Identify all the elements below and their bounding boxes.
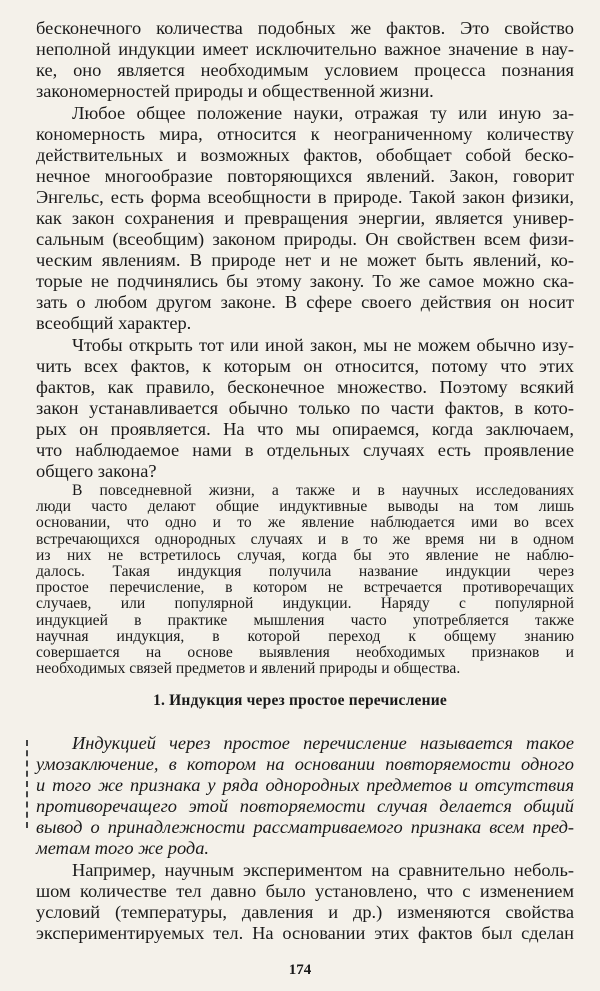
text-line: условий (температуры, давления и др.) изменяются свойства [36,902,574,922]
text-line: общего закона? [36,461,157,481]
text-line: необходимых связей предметов и явлений природы и общества. [36,660,461,678]
text-line: случаев, или популярной индукции. Наряду с популярной [36,595,574,613]
text-line: фактов, как правило, бесконечное множество. Поэтому всякий [36,377,574,397]
page-number: 174 [288,962,312,978]
text-line: чить всех фактов, к которым он относится, потому что этих [36,356,574,376]
text-line: что наблюдаемое нами в отдельных случаях есть проявление [36,440,574,460]
text-line: рых он проявляется. На что мы опираемся, когда заключаем, [36,419,574,439]
text-line: ческим явлениям. В природе нет и не может быть явлений, ко- [36,250,574,270]
text-line: нечное многообразие повторяющихся явлений. Закон, говорит [36,166,574,186]
definition-line: вывод о принадлежности рассматриваемого признака всем пред- [36,817,574,837]
text-line: Любое общее положение науки, отражая ту или иную за- [72,103,574,123]
definition-line: Индукцией через простое перечисление называется такое [72,733,574,753]
text-line: основании, что одно и то же явление наблюдается ими во всех [36,514,574,532]
text-line: закон устанавливается обычно только по части фактов, в кото- [36,398,574,418]
text-line: неполной индукции имеет исключительно важное значение в нау- [36,39,574,59]
definition-line: и того же признака у ряда однородных предметов и отсутствия [36,775,574,795]
definition-line: противоречащего этой повторяемости случая делается общий [36,796,574,816]
section-heading: 1. Индукция через простое перечисление [153,692,447,709]
text-line: бесконечного количества подобных же фактов. Это свойство [36,18,574,38]
text-line: закономерностей природы и общественной жизни. [36,81,434,101]
text-line: экспериментируемых тел. На основании этих фактов был сделан [36,923,574,943]
text-line: из них не встретилось случая, когда бы это явление не наблю- [36,546,574,564]
text-line: научная индукция, в которой переход к общему знанию [36,627,574,645]
text-line: всеобщий характер. [36,313,192,333]
text-line: В повседневной жизни, а также и в научных исследованиях [72,482,574,499]
text-line: Например, научным экспериментом на сравнительно неболь- [72,860,574,880]
definition-line: метам того же рода. [36,838,210,858]
text-line: кономерность мира, относится к неограниченному количеству [36,124,574,144]
text-line: как закон сохранения и превращения энергии, является универ- [36,208,574,228]
text-line: действительных и возможных фактов, обобщает собой беско- [36,145,574,165]
text-line: индукцией в практике мышления часто употребляется также [36,611,574,629]
text-line: далось. Такая индукция получила название индукции через [36,563,574,580]
text-line: люди часто делают общие индуктивные выводы на том лишь [36,498,574,516]
text-line: сальным (всеобщим) законом природы. Он свойствен всем физи- [36,229,574,249]
text-line: встречающихся однородных случаях и в то же время ни в одном [36,530,574,548]
text-line: совершается на основе выявления необходимых признаков и [36,644,574,661]
text-line: торые не подчинялись бы этому закону. То же самое можно ска- [36,271,574,291]
text-line: простое перечисление, в котором не встречается противоречащих [36,579,574,597]
definition-line: умозаключение, в котором на основании повторяемости одного [36,754,574,774]
text-line: Энгельс, есть форма всеобщности в природе. Такой закон физики, [36,187,574,207]
text-line: шом количестве тел давно было установлено, что с изменением [36,881,574,901]
text-line: ке, оно является необходимым условием процесса познания [36,60,574,80]
text-line: Чтобы открыть тот или иной закон, мы не можем обычно изу- [72,335,574,355]
text-line: зать о любом другом законе. В сфере своего действия он носит [36,292,574,312]
margin-annotation-mark [26,740,31,828]
